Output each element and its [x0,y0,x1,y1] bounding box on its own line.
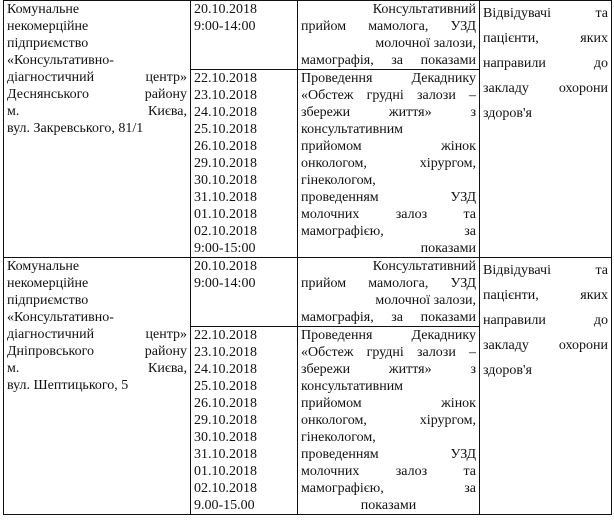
text-line: 29.10.2018 [194,156,257,171]
text-line: Дніпровського району [7,344,187,359]
text-line: закладу охорони [483,338,608,353]
text-line: м. Києва, [7,361,187,376]
text-line: Відвідувачі та [483,263,608,278]
text-line: підприємство [7,293,89,308]
table-row [4,258,612,327]
text-line: діагностичний центр» [7,70,187,85]
schedule-table [3,0,612,515]
text-line: 30.10.2018 [194,430,257,445]
text-line: направили до [483,313,608,328]
text-line: 31.10.2018 [194,447,257,462]
text-line: 25.10.2018 [194,379,257,394]
text-line: молочних залоз та [301,464,476,479]
text-line: мамографія, за показами [301,310,476,325]
text-line: мамографією, за [301,224,476,239]
text-line: Комунальне [7,259,80,274]
date-cell [191,1,298,70]
text-line: некомерційне [7,19,89,34]
text-line: мамографією, за [301,481,476,496]
text-line: консультативним [301,122,404,137]
text-line: підприємство [7,36,89,51]
text-line: Відвідувачі та [483,6,608,21]
event-cell [298,1,480,70]
text-line: діагностичний центр» [7,327,187,342]
text-line: Комунальне [7,2,80,17]
text-line: 20.10.2018 [194,259,257,274]
text-line: пацієнти, яких [483,31,608,46]
text-line: 02.10.2018 [194,481,257,496]
text-line: 26.10.2018 [194,396,257,411]
audience-cell [480,1,612,258]
text-line: збережи життя» з [301,362,476,377]
schedule-body [4,1,612,515]
text-line: 22.10.2018 [194,71,257,86]
text-line: онкологом, хірургом, [301,156,476,171]
text-line: 9:00-15:00 [194,241,256,256]
text-line: онкологом, хірургом, [301,413,476,428]
text-line: прийомом жінок [301,396,476,411]
text-line: Проведення Декаднику [301,328,476,343]
date-cell [191,327,298,515]
text-line: 24.10.2018 [194,105,257,120]
table-row [4,1,612,70]
text-line: збережи життя» з [301,105,476,120]
text-line: прийом мамолога, УЗД [301,276,476,291]
text-line: консультативним [301,379,404,394]
text-line: 29.10.2018 [194,413,257,428]
text-line: Деснянського району [7,87,187,102]
text-line: Консультативний [372,2,476,17]
text-line: 23.10.2018 [194,345,257,360]
text-line: прийом мамолога, УЗД [301,19,476,34]
text-line: Проведення Декаднику [301,71,476,86]
text-line: молочної залози, [375,36,476,51]
text-line: 01.10.2018 [194,207,257,222]
text-line: 9:00-14:00 [194,276,256,291]
event-cell [298,70,480,258]
text-line: 01.10.2018 [194,464,257,479]
text-line: 9:00-14:00 [194,19,256,34]
text-line: некомерційне [7,276,89,291]
text-line: вул. Шептицького, 5 [7,378,129,393]
text-line: 30.10.2018 [194,173,257,188]
text-line: 23.10.2018 [194,88,257,103]
text-line: гінекологом, [301,430,376,445]
text-line: 31.10.2018 [194,190,257,205]
text-line: «Консультативно- [7,53,114,68]
organization-cell [4,1,191,258]
text-line: молочних залоз та [301,207,476,222]
text-line: Консультативний [372,259,476,274]
text-line: м. Києва, [7,104,187,119]
event-cell [298,327,480,515]
text-line: «Консультативно- [7,310,114,325]
text-line: 26.10.2018 [194,139,257,154]
text-line: «Обстеж грудні залози – [301,345,476,360]
text-line: здоров'я [483,363,532,378]
text-line: 02.10.2018 [194,224,257,239]
text-line: закладу охорони [483,81,608,96]
text-line: 25.10.2018 [194,122,257,137]
date-cell [191,70,298,258]
text-line: 22.10.2018 [194,328,257,343]
text-line: «Обстеж грудні залози – [301,88,476,103]
organization-cell [4,258,191,515]
event-cell [298,258,480,327]
text-line: здоров'я [483,106,532,121]
text-line: показами [420,241,476,256]
text-line: пацієнти, яких [483,288,608,303]
text-line: молочної залози, [375,293,476,308]
text-line: 24.10.2018 [194,362,257,377]
text-line: 9.00-15.00 [194,498,255,513]
text-line: прийомом жінок [301,139,476,154]
text-line: 20.10.2018 [194,2,257,17]
text-line: гінекологом, [301,173,376,188]
text-line: направили до [483,56,608,71]
text-line: показами [360,498,417,513]
text-line: проведенням УЗД [301,190,476,205]
date-cell [191,258,298,327]
audience-cell [480,258,612,515]
text-line: мамографія, за показами [301,53,476,68]
text-line: вул. Закревського, 81/1 [7,121,144,136]
text-line: проведенням УЗД [301,447,476,462]
